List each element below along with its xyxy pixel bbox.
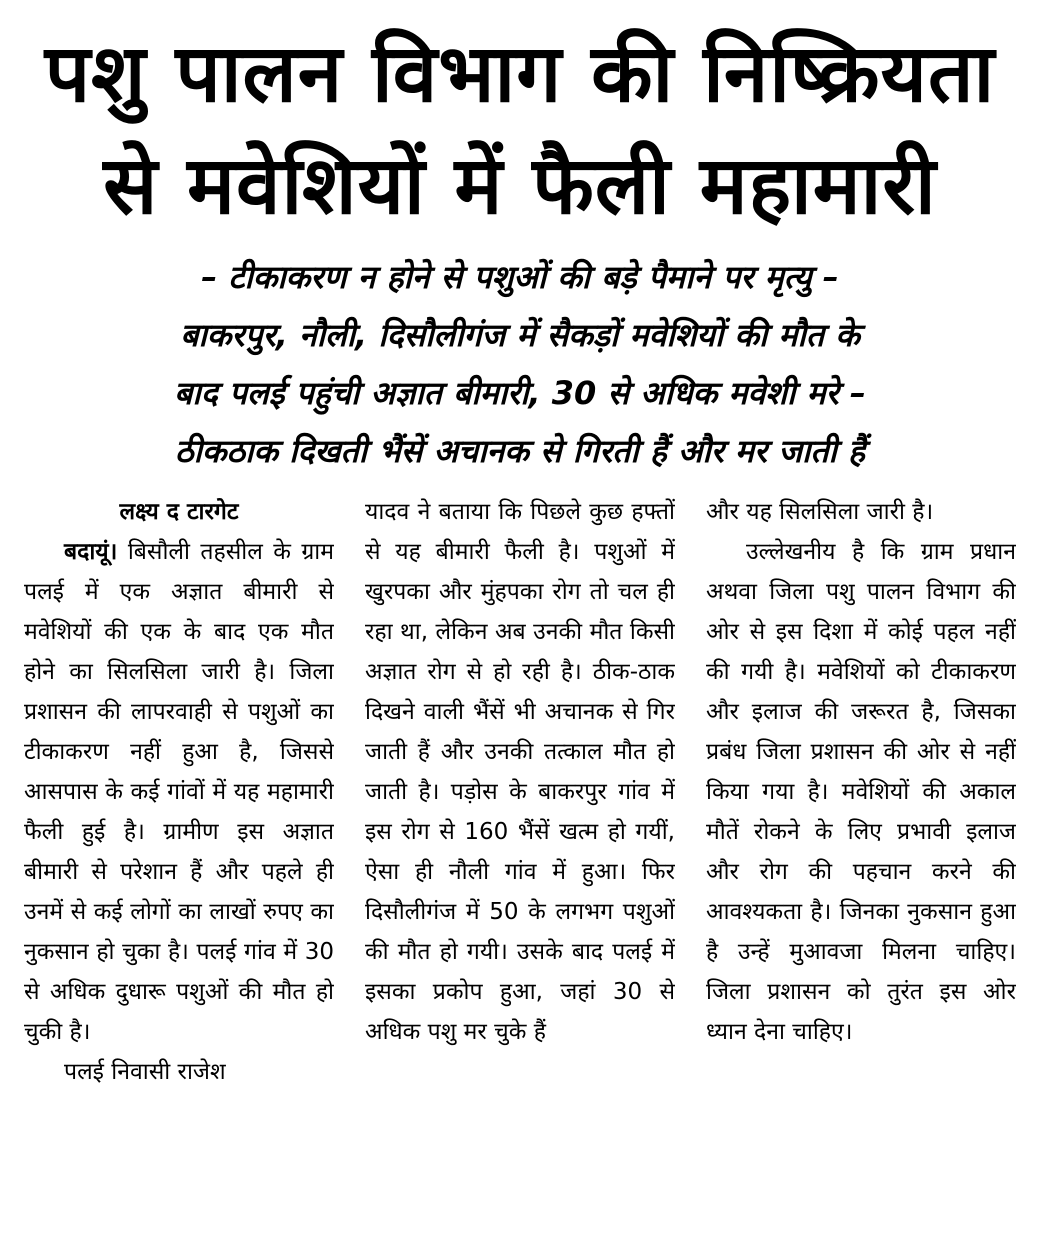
article-paragraph: पलई निवासी राजेश [64,1059,226,1085]
headline-line-1: पशु पालन विभाग की निष्क्रियता [44,27,996,120]
article-columns [24,492,1016,1232]
article-column-2 [365,492,675,1232]
article-paragraph: उल्लेखनीय है कि ग्राम प्रधान अथवा जिला पशु पालन विभाग की ओर से इस दिशा में कोई पहल नहीं की गयी है। मवेशियों को टीकाकरण और इलाज की जरूरत है, जिसका प्रबंध जिला प्रशासन की ओर से नहीं किया गया है। मवेशियों की अकाल मौतें रोकने के लिए प्रभावी इलाज और रोग की पहचान करने की आवश्यकता है। जिनका नुकसान हुआ है उन्हें मुआवजा मिलना चाहिए। जिला प्रशासन को तुरंत इस ओर ध्यान देना चाहिए। [706,539,1016,1045]
article-paragraph: और यह सिलसिला जारी है। [706,499,934,525]
subheadline-line-1: – टीकाकरण न होने से पशुओं की बड़े पैमाने पर मृत्यु – [201,258,839,296]
article-column-3 [706,492,1016,1232]
article-paragraph [24,532,334,1052]
subheadline-block [24,248,1016,480]
subheadline-line-4: ठीकठाक दिखती भैंसें अचानक से गिरती हैं और मर जाती हैं [175,432,865,470]
subheadline-line-3: बाद पलई पहुंची अज्ञात बीमारी, 30 से अधिक मवेशी मरे – [174,374,866,412]
subheadline-line-2: बाकरपुर, नौली, दिसौलीगंज में सैकड़ों मवेशियों की मौत के [180,316,860,354]
byline: लक्ष्य द टारगेट [119,499,239,525]
headline-line-2: से मवेशियों में फैली महामारी [103,139,937,232]
article-paragraph: यादव ने बताया कि पिछले कुछ हफ्तों से यह बीमारी फैली है। पशुओं में खुरपका और मुंहपका रोग तो चल ही रहा था, लेकिन अब उनकी मौत किसी अज्ञात रोग से हो रही है। ठीक-ठाक दिखने वाली भैंसें भी अचानक से गिर जाती हैं और उनकी तत्काल मौत हो जाती है। पड़ोस के बाकरपुर गांव में इस रोग से 160 भैंसें खत्म हो गयीं, ऐसा ही नौली गांव में हुआ। फिर दिसौलीगंज में 50 के लगभग पशुओं की मौत हो गयी। उसके बाद पलई में इसका प्रकोप हुआ, जहां 30 से अधिक पशु मर चुके हैं [365,499,675,1045]
dateline: बदायूं। [64,539,118,565]
article-text: बिसौली तहसील के ग्राम पलई में एक अज्ञात बीमारी से मवेशियों की एक के बाद एक मौत होने का सिलसिला जारी है। जिला प्रशासन की लापरवाही से पशुओं का टीकाकरण नहीं हुआ है, जिससे आसपास के कई गांवों में यह महामारी फैली हुई है। ग्रामीण इस अज्ञात बीमारी से परेशान हैं और पहले ही उनमें से कई लोगों का लाखों रुपए का नुकसान हो चुका है। पलई गांव में 30 से अधिक दुधारू पशुओं की मौत हो चुकी है। [24,539,334,1045]
article-column-1 [24,492,334,1232]
